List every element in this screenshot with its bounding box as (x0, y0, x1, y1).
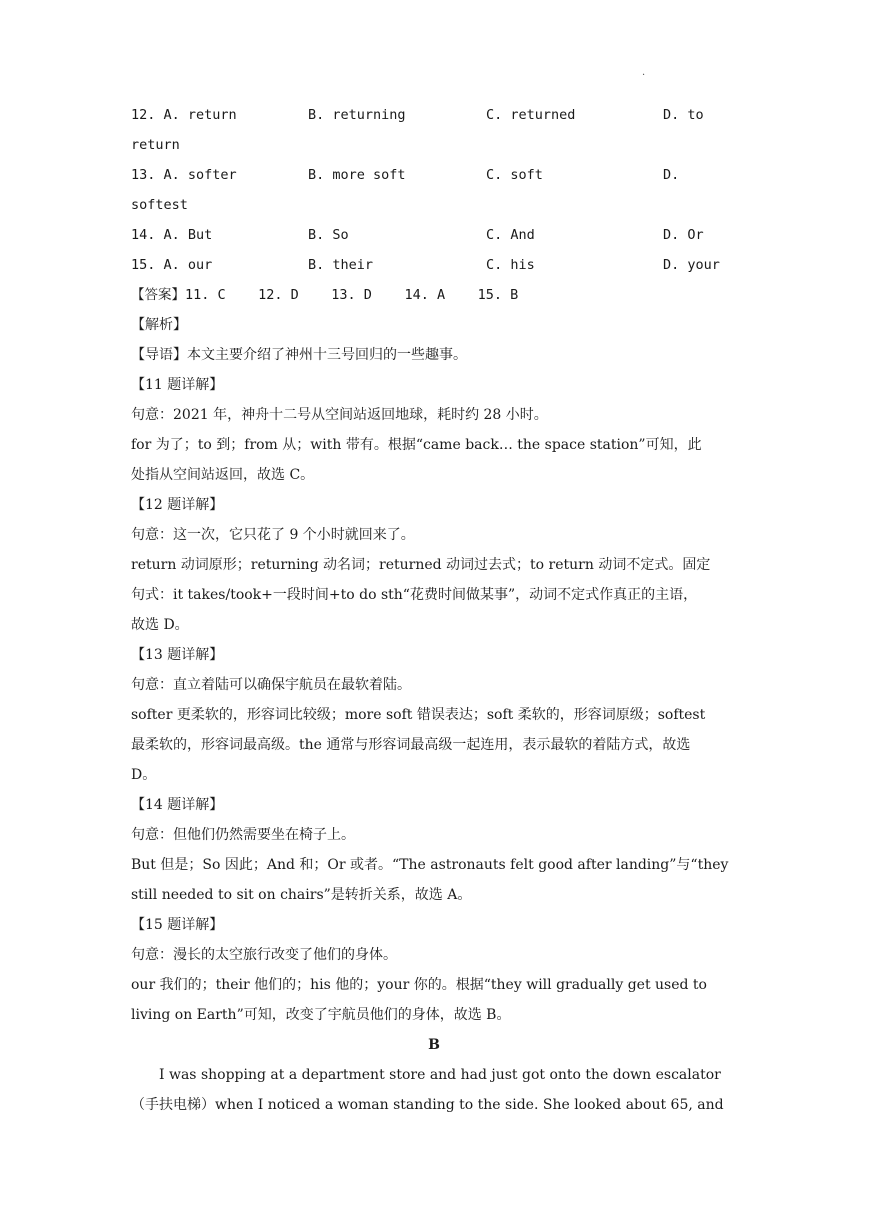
document-content (131, 100, 737, 1120)
option-row-14 (131, 220, 737, 250)
q13-explanation-3: D。 (131, 767, 157, 783)
option-14-d: D. Or (663, 227, 704, 243)
q11-explanation-2: 处指从空间站返回，故选 C。 (131, 467, 315, 483)
option-12-d-wrap: return (131, 137, 180, 153)
q11-heading: 【11 题详解】 (131, 377, 224, 393)
option-12-a: 12. A. return (131, 107, 237, 123)
option-14-c: C. And (486, 227, 535, 243)
q12-explanation-3: 故选 D。 (131, 617, 189, 633)
q15-explanation-2: living on Earth”可知，改变了宇航员他们的身体，故选 B。 (131, 1007, 511, 1023)
passage-line-2: （手扶电梯）when I noticed a woman standing to the side. She looked about 65, and (131, 1097, 724, 1113)
q14-heading: 【14 题详解】 (131, 797, 224, 813)
analysis-heading: 【解析】 (131, 317, 187, 333)
q11-meaning: 句意：2021 年，神舟十二号从空间站返回地球，耗时约 28 小时。 (131, 407, 548, 423)
q15-heading: 【15 题详解】 (131, 917, 224, 933)
option-15-c: C. his (486, 257, 535, 273)
section-b-title: B (428, 1037, 440, 1053)
q14-explanation-1: But 但是；So 因此；And 和；Or 或者。“The astronauts felt good after landing”与“they (131, 857, 729, 873)
option-14-b: B. So (308, 227, 349, 243)
q13-meaning: 句意：直立着陆可以确保宇航员在最软着陆。 (131, 677, 411, 693)
q13-explanation-1: softer 更柔软的，形容词比较级；more soft 错误表达；soft 柔软的，形容词原级；softest (131, 707, 706, 723)
q15-meaning: 句意：漫长的太空旅行改变了他们的身体。 (131, 947, 397, 963)
option-13-d: D. (663, 167, 680, 183)
q15-explanation-1: our 我们的；their 他们的；his 他的；your 你的。根据“they will gradually get used to (131, 977, 707, 993)
option-12-b: B. returning (308, 107, 406, 123)
q12-heading: 【12 题详解】 (131, 497, 224, 513)
option-14-a: 14. A. But (131, 227, 213, 243)
option-13-c: C. soft (486, 167, 543, 183)
option-13-d-wrap: softest (131, 197, 188, 213)
option-15-a: 15. A. our (131, 257, 213, 273)
option-row-13-wrap (131, 190, 737, 220)
q13-heading: 【13 题详解】 (131, 647, 224, 663)
q13-explanation-2: 最柔软的，形容词最高级。the 通常与形容词最高级一起连用，表示最软的着陆方式，故选 (131, 737, 691, 753)
option-13-a: 13. A. softer (131, 167, 237, 183)
option-row-15 (131, 250, 737, 280)
option-13-b: B. more soft (308, 167, 406, 183)
passage-line-1: I was shopping at a department store and had just got onto the down escalator (159, 1067, 721, 1083)
header-mark: · (642, 70, 646, 81)
answer-line: 【答案】11. C 12. D 13. D 14. A 15. B (131, 287, 519, 303)
q12-meaning: 句意：这一次，它只花了 9 个小时就回来了。 (131, 527, 415, 543)
option-15-b: B. their (308, 257, 374, 273)
option-row-13 (131, 160, 737, 190)
option-row-12-wrap (131, 130, 737, 160)
q14-explanation-2: still needed to sit on chairs”是转折关系，故选 A。 (131, 887, 472, 903)
q12-explanation-2: 句式：it takes/took+一段时间+to do sth“花费时间做某事”，动词不定式作真正的主语， (131, 587, 698, 603)
option-row-12 (131, 100, 737, 130)
option-12-c: C. returned (486, 107, 576, 123)
option-15-d: D. your (663, 257, 720, 273)
q12-explanation-1: return 动词原形；returning 动名词；returned 动词过去式；to return 动词不定式。固定 (131, 557, 711, 573)
q11-explanation-1: for 为了；to 到；from 从；with 带有。根据“came back… the space station”可知，此 (131, 437, 702, 453)
q14-meaning: 句意：但他们仍然需要坐在椅子上。 (131, 827, 355, 843)
intro-line: 【导语】本文主要介绍了神州十三号回归的一些趣事。 (131, 347, 467, 363)
option-12-d: D. to (663, 107, 704, 123)
